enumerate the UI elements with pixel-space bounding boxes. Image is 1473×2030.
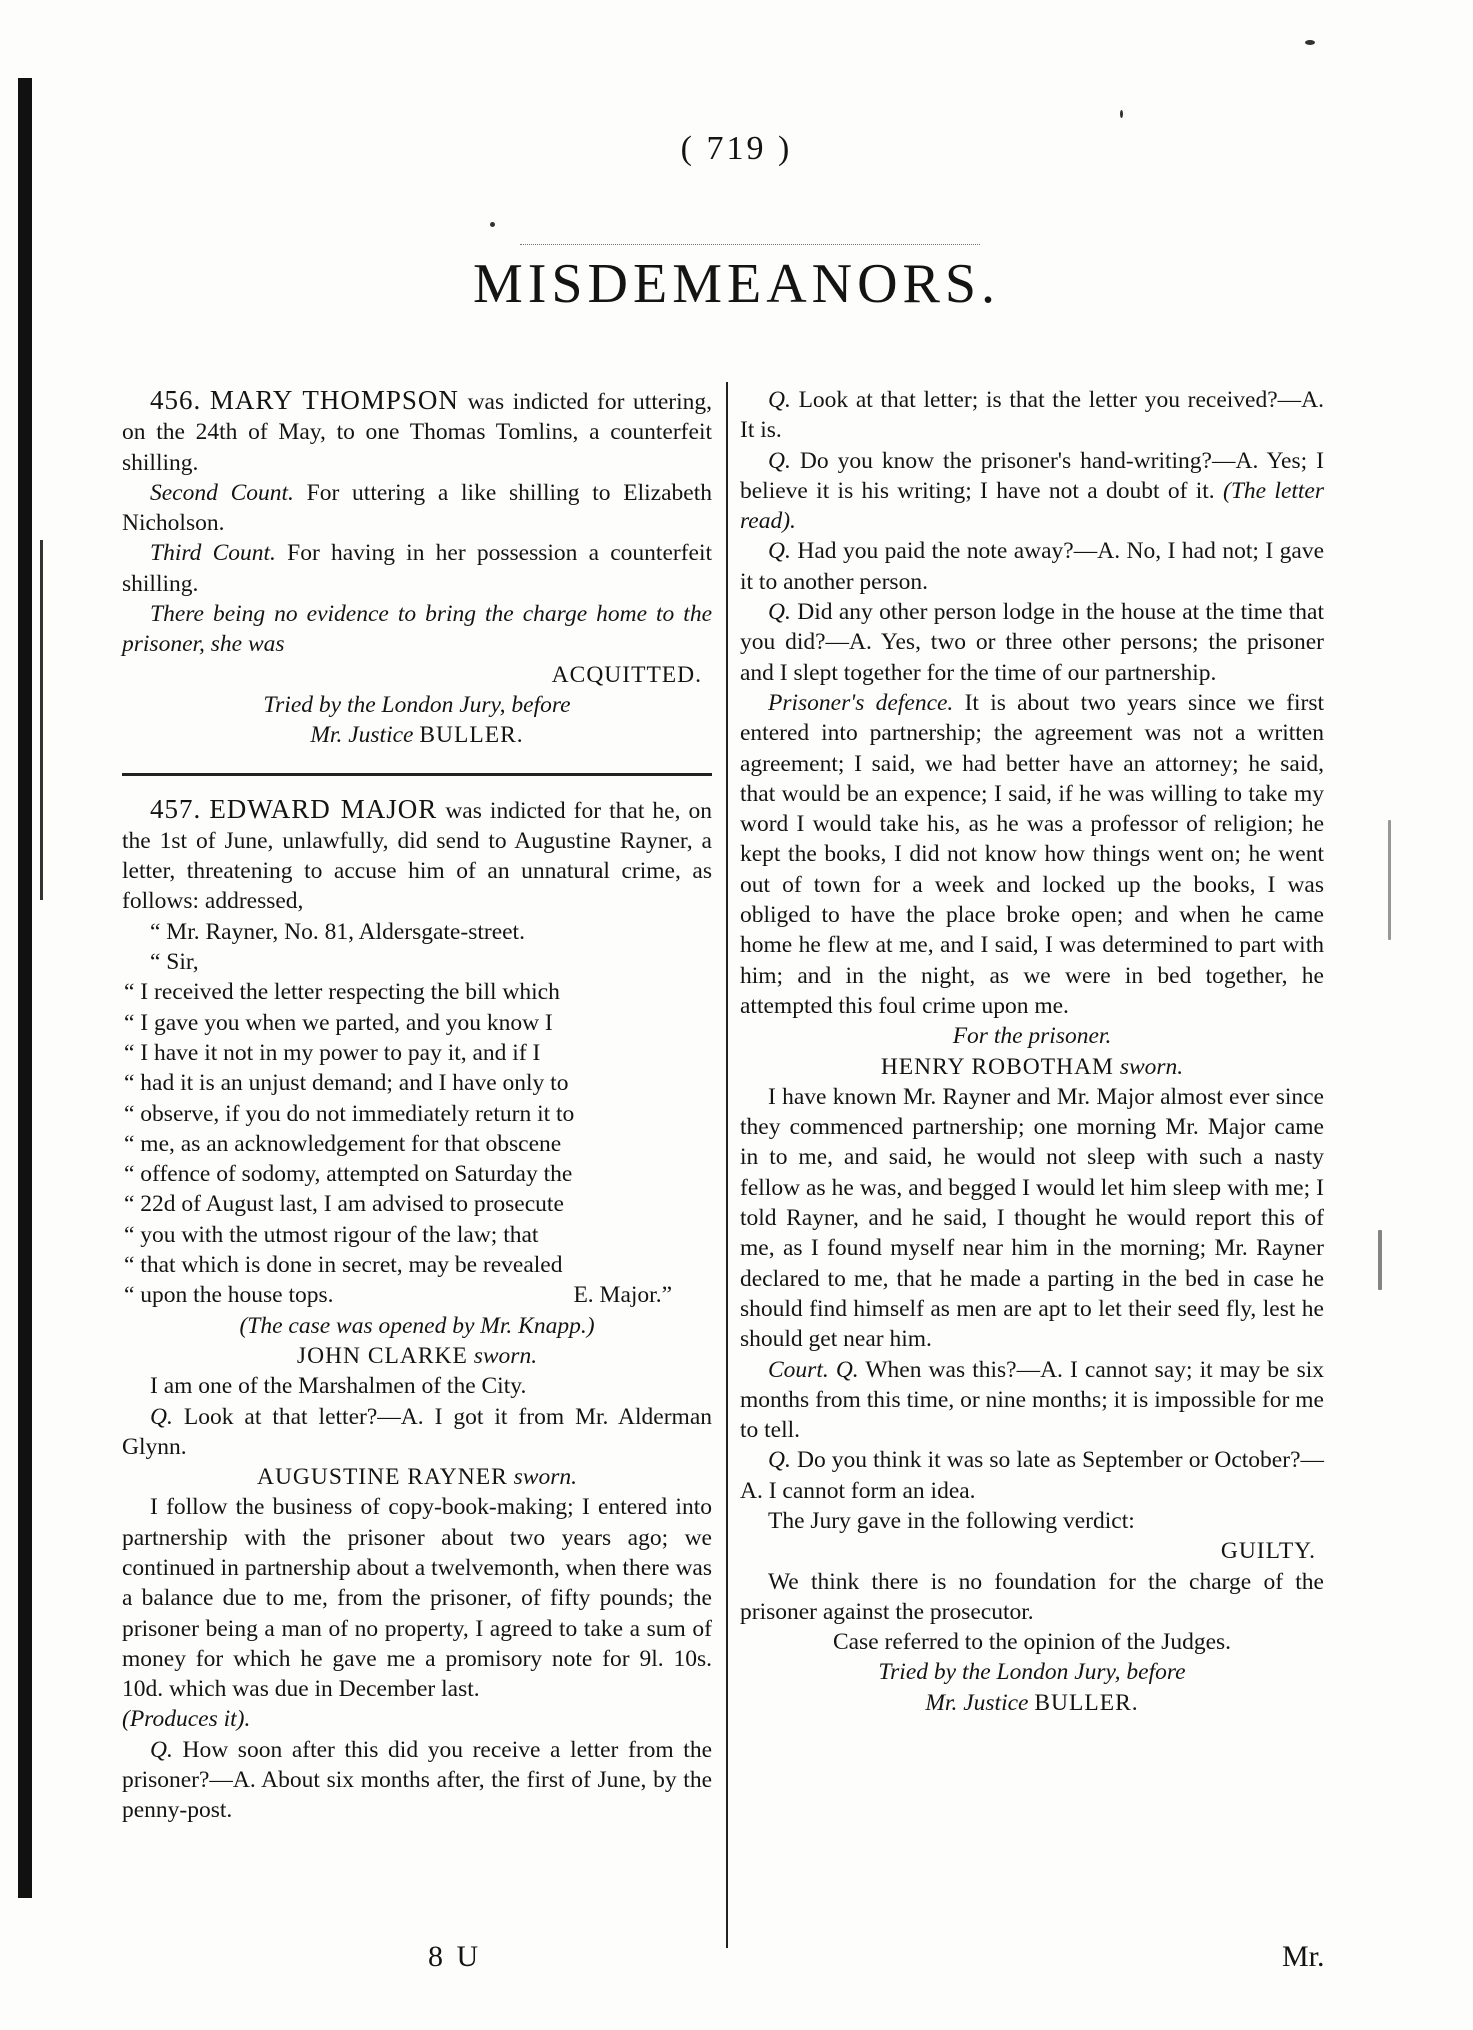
letter-line: “ had it is an unjust demand; and I have only to [124, 1070, 569, 1097]
clarke-testimony: I am one of the Marshalmen of the City. [150, 1373, 527, 1400]
rayner-qa [122, 1735, 712, 1826]
judge-name: BULLER. [1034, 1689, 1139, 1716]
court-qa [740, 1445, 1324, 1506]
opened-by-note: (The case was opened by Mr. Knapp.) [239, 1312, 595, 1339]
tried-before: Tried by the London Jury, before [878, 1659, 1186, 1686]
second-count [122, 478, 712, 539]
letter-line: “ me, as an acknowledgement for that obscene [124, 1130, 562, 1157]
right-column [740, 385, 1324, 1718]
count-label: Third Count. [150, 540, 276, 567]
qa-text: Look at that letter; is that the letter you received?—A. It is. [740, 387, 1324, 444]
judge-title: Mr. Justice [925, 1689, 1029, 1716]
court-qa [740, 1355, 1324, 1446]
indictment-text: was indicted for that he, on the 1st of June, unlawfully, did send to Augustine Rayner, a letter, threatening to accuse him of an unnatural crime, as follows: addressed, [122, 797, 713, 915]
question-mark: Q. [768, 538, 791, 565]
binding-edge-inner [40, 540, 43, 900]
judge-title: Mr. Justice [310, 722, 414, 749]
letter-address: “ Mr. Rayner, No. 81, Aldersgate-street. [150, 918, 525, 945]
sworn-label: sworn. [513, 1464, 577, 1491]
letter-signature: E. Major.” [573, 1282, 672, 1309]
scan-speck [1378, 1230, 1382, 1290]
case-456-heading [122, 385, 712, 478]
indictment-text: was indicted for uttering, on the 24th of May, to one Thomas Tomlins, a counterfeit shilling. [122, 389, 713, 476]
question-mark: Q. [768, 599, 791, 626]
case-457-heading [122, 794, 712, 917]
question-mark: Q. [150, 1403, 173, 1430]
letter-line: “ offence of sodomy, attempted on Saturday the [124, 1161, 573, 1188]
scan-speck [1305, 40, 1315, 45]
page-title: MISDEMEANORS. [472, 253, 1001, 315]
title-rule [520, 244, 980, 245]
for-prisoner-heading: For the prisoner. [952, 1023, 1112, 1050]
rayner-qa [740, 536, 1324, 597]
letter-line: “ 22d of August last, I am advised to prosecute [124, 1191, 564, 1218]
column-divider [726, 382, 728, 1948]
letter-line: “ I received the letter respecting the bill which [124, 979, 560, 1006]
clarke-qa [122, 1402, 712, 1463]
scan-speck [1120, 110, 1123, 118]
verdict-acquitted: ACQUITTED. [551, 661, 702, 688]
third-count [122, 538, 712, 599]
qa-text: How soon after this did you receive a letter from the prisoner?—A. About six months after, the first of June, by the penny-post. [122, 1736, 713, 1824]
question-mark: Q. [150, 1736, 173, 1763]
qa-text: Look at that letter?—A. I got it from Mr. Alderman Glynn. [122, 1403, 713, 1460]
qa-text: Had you paid the note away?—A. No, I had not; I gave it to another person. [740, 538, 1324, 595]
rayner-qa [740, 597, 1324, 688]
letter-line: “ I gave you when we parted, and you know I [124, 1009, 553, 1036]
scan-speck [1388, 820, 1391, 940]
letter-salutation: “ Sir, [150, 949, 199, 976]
letter-line: “ upon the house tops. [124, 1282, 334, 1309]
question-mark: Q. [768, 1447, 791, 1474]
letter-line: “ you with the utmost rigour of the law; that [124, 1221, 539, 1248]
judge-line [122, 720, 712, 750]
count-label: Second Count. [150, 479, 294, 506]
judge-name: BULLER. [419, 722, 524, 749]
sworn-label: sworn. [473, 1342, 538, 1369]
question-mark: Q. [768, 447, 791, 474]
signature-mark: 8 U [428, 1940, 482, 1973]
letter-line: “ observe, if you do not immediately return it to [124, 1100, 575, 1127]
qa-text: Do you know the prisoner's hand-writing?—A. Yes; I believe it is his writing; I have not a doubt of it. [740, 447, 1324, 504]
qa-text: When was this?—A. I cannot say; it may be six months from this time, or nine months; it is impossible for me to tell. [740, 1356, 1324, 1444]
witness-name: AUGUSTINE RAYNER [256, 1464, 508, 1491]
letter-line: “ I have it not in my power to pay it, and if I [124, 1039, 541, 1066]
qa-text: Did any other person lodge in the house at the time that you did?—A. Yes, two or three other persons; the prisoner and I slept together for the time of our partnership. [740, 599, 1324, 686]
page-number: ( 719 ) [680, 130, 793, 167]
sworn-label: sworn. [1119, 1053, 1184, 1080]
judge-line [740, 1688, 1324, 1718]
case-separator-rule [122, 773, 712, 776]
tried-before: Tried by the London Jury, before [263, 691, 571, 718]
case-number: 456. [150, 385, 202, 415]
catchword: Mr. [1282, 1940, 1325, 1973]
letter-last-line [122, 1280, 712, 1310]
witness-name: HENRY ROBOTHAM [880, 1053, 1114, 1080]
qa-text: Do you think it was so late as September or October?—A. I cannot form an idea. [740, 1447, 1324, 1504]
defendant-name: EDWARD MAJOR [209, 793, 438, 824]
witness-name: JOHN CLARKE [296, 1342, 468, 1369]
letter-read-note: (The letter read). [740, 477, 1325, 535]
prisoner-defence [740, 688, 1324, 1021]
letter-line: “ that which is done in secret, may be revealed [124, 1252, 563, 1279]
rayner-qa [740, 385, 1324, 446]
defence-label: Prisoner's defence. [768, 689, 954, 716]
witness-clarke [122, 1341, 712, 1371]
case-referred: Case referred to the opinion of the Judges. [832, 1629, 1232, 1656]
produces-note: (Produces it). [122, 1706, 251, 1733]
case-number: 457. [150, 793, 202, 824]
count-text: For having in her possession a counterfeit shilling. [122, 540, 713, 597]
jury-verdict-intro: The Jury gave in the following verdict: [768, 1507, 1135, 1534]
scan-speck [490, 222, 495, 227]
witness-robotham [740, 1052, 1324, 1082]
binding-edge [18, 78, 32, 1898]
jury-statement: We think there is no foundation for the charge of the prisoner against the prosecutor. [740, 1568, 1324, 1625]
rayner-testimony: I follow the business of copy-book-making; I entered into partnership with the prisoner about two years ago; we continued in partnership about a twelvemonth, when there was a balance due to me, from the prisoner, of fifty pounds; the prisoner being a man of no property, I agreed to take a sum of money for which he gave me a promisory note for 9l. 10s. 10d. which was due in December last. [122, 1494, 712, 1703]
robotham-testimony: I have known Mr. Rayner and Mr. Major almost ever since they commenced partnership; one morning Mr. Major came in to me, and said, he would not sleep with such a nasty fellow as he was, and begged I would let him sleep with me; I told Rayner, and he said, I thought he would report this of me, as I found myself near him in the morning; Mr. Rayner declared to me, that he made a parting in the bed in case he should find himself as men are apt to let their seed fly, lest he should get near him. [740, 1083, 1324, 1353]
witness-rayner [122, 1462, 712, 1492]
rayner-qa [740, 446, 1324, 537]
left-column [122, 385, 712, 1826]
defendant-name: MARY THOMPSON [209, 385, 459, 415]
no-evidence-note: There being no evidence to bring the charge home to the prisoner, she was [122, 601, 712, 658]
question-mark: Q. [835, 1356, 859, 1383]
defence-text: It is about two years since we first entered into partnership; the agreement was not a written agreement; I said, we had better have an attorney; he said, that would be an expence; I said, if he was willing to take my word I would take his, as he was a professor of religion; he kept the books, I did not know how things went on; he went out of town for a week and locked up the books, I was obliged to have the place broke open; and when he came home he flew at me, and I said, I was determined to part with him; and in the night, as we were in bed together, he attempted this foul crime upon me. [740, 689, 1325, 1019]
verdict-guilty: GUILTY. [1220, 1538, 1316, 1565]
question-mark: Q. [768, 387, 791, 413]
count-text: For uttering a like shilling to Elizabeth Nicholson. [122, 479, 712, 537]
court-label: Court. [768, 1356, 829, 1383]
